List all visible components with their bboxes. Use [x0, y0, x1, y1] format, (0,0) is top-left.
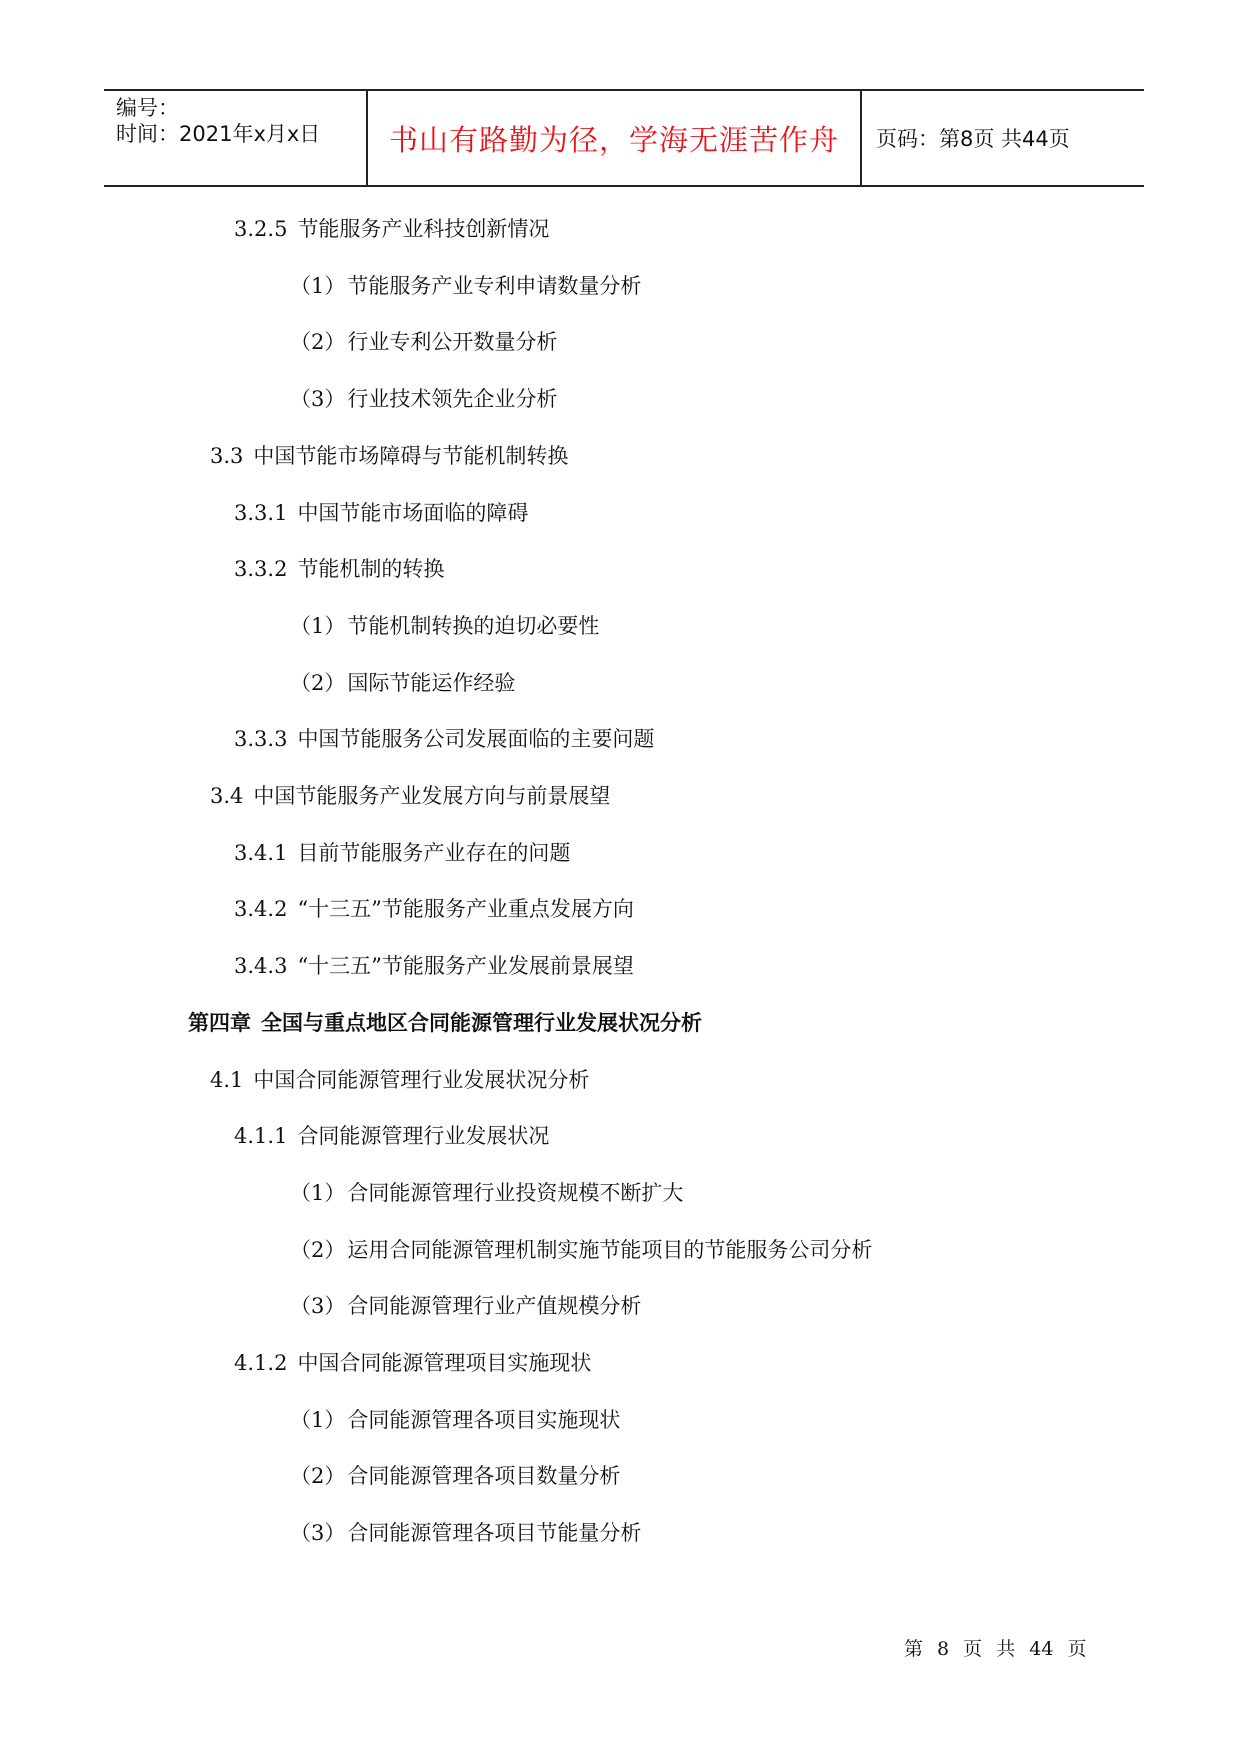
toc-entry-number: 3.2.5 — [234, 217, 288, 241]
toc-entry-title: 中国节能服务产业发展方向与前景展望 — [253, 784, 611, 808]
toc-entry — [290, 1405, 620, 1435]
toc-entry-title: 国际节能运作经验 — [347, 671, 516, 695]
toc-entry-number: 3.3.1 — [234, 501, 288, 525]
toc-entry-number: 3.3.2 — [234, 557, 288, 581]
toc-entry-number: 3.4.3 — [234, 954, 288, 978]
toc-entry — [290, 1235, 872, 1265]
toc-entry-number: 第四章 — [188, 1011, 251, 1035]
toc-entry-number: （3） — [290, 1521, 346, 1545]
toc-entry-number: 3.3.3 — [234, 727, 288, 751]
toc-entry-number: （2） — [290, 671, 346, 695]
toc-entry-title: 合同能源管理各项目节能量分析 — [347, 1521, 642, 1545]
toc-entry-title: “十三五”节能服务产业重点发展方向 — [297, 897, 634, 921]
serial-number-label: 编号： — [116, 96, 179, 120]
toc-entry-number: 3.4 — [210, 784, 244, 808]
toc-entry — [210, 781, 610, 811]
toc-entry-number: 3.4.2 — [234, 897, 288, 921]
toc-entry — [234, 554, 444, 584]
toc-entry — [290, 1518, 641, 1548]
toc-entry — [234, 498, 528, 528]
toc-entry-title: 合同能源管理行业发展状况 — [297, 1124, 550, 1148]
toc-entry-title: “十三五”节能服务产业发展前景展望 — [297, 954, 634, 978]
toc-entry-title: 合同能源管理各项目实施现状 — [347, 1408, 621, 1432]
toc-entry-title: 中国节能服务公司发展面临的主要问题 — [297, 727, 655, 751]
toc-chapter-heading — [188, 1008, 702, 1038]
motto-text: 书山有路勤为径，学海无涯苦作舟 — [388, 122, 839, 157]
toc-entry-number: 3.3 — [210, 444, 244, 468]
toc-entry — [290, 384, 557, 414]
toc-entry — [290, 1178, 683, 1208]
toc-entry-title: 中国节能市场面临的障碍 — [297, 501, 529, 525]
toc-entry — [234, 894, 634, 924]
toc-entry — [234, 214, 549, 244]
toc-entry-number: （1） — [290, 1408, 346, 1432]
toc-entry-number: （2） — [290, 330, 346, 354]
toc-entry — [234, 1121, 549, 1151]
toc-entry — [290, 1291, 641, 1321]
toc-entry-title: 全国与重点地区合同能源管理行业发展状况分析 — [261, 1011, 702, 1035]
toc-entry-number: 4.1.1 — [234, 1124, 288, 1148]
toc-entry-number: 3.4.1 — [234, 841, 288, 865]
toc-entry-title: 合同能源管理行业产值规模分析 — [347, 1294, 642, 1318]
toc-entry-title: 合同能源管理各项目数量分析 — [347, 1464, 621, 1488]
toc-entry-number: （1） — [290, 274, 346, 298]
toc-entry — [234, 951, 634, 981]
toc-entry-number: （2） — [290, 1464, 346, 1488]
toc-entry-title: 节能服务产业专利申请数量分析 — [347, 274, 642, 298]
toc-entry-number: 4.1.2 — [234, 1351, 288, 1375]
toc-entry-title: 中国合同能源管理项目实施现状 — [297, 1351, 592, 1375]
toc-entry — [290, 611, 599, 641]
toc-entry — [290, 668, 515, 698]
toc-entry — [290, 327, 557, 357]
toc-entry — [210, 1065, 589, 1095]
toc-entry-title: 节能机制转换的迫切必要性 — [347, 614, 600, 638]
toc-entry-number: （1） — [290, 614, 346, 638]
toc-entry-title: 中国节能市场障碍与节能机制转换 — [253, 444, 569, 468]
toc-entry-title: 运用合同能源管理机制实施节能项目的节能服务公司分析 — [347, 1238, 873, 1262]
toc-entry-title: 目前节能服务产业存在的问题 — [297, 841, 571, 865]
header-page-code: 页码：第8页 共44页 — [876, 127, 1070, 151]
toc-entry — [210, 441, 568, 471]
page-footer: 第 8 页 共 44 页 — [904, 1638, 1087, 1660]
toc-entry-title: 中国合同能源管理行业发展状况分析 — [253, 1068, 590, 1092]
time-label: 时间：2021年x月x日 — [116, 122, 321, 146]
toc-entry — [234, 724, 654, 754]
toc-entry-title: 行业技术领先企业分析 — [347, 387, 558, 411]
toc-entry — [234, 1348, 591, 1378]
toc-entry-title: 节能服务产业科技创新情况 — [297, 217, 550, 241]
toc-entry-title: 行业专利公开数量分析 — [347, 330, 558, 354]
toc-entry-number: （1） — [290, 1181, 346, 1205]
toc-entry — [290, 1461, 620, 1491]
toc-entry-number: （3） — [290, 387, 346, 411]
toc-entry-number: （3） — [290, 1294, 346, 1318]
toc-entry-title: 节能机制的转换 — [297, 557, 445, 581]
toc-entry-number: 4.1 — [210, 1068, 244, 1092]
toc-entry — [234, 838, 570, 868]
toc-entry-number: （2） — [290, 1238, 346, 1262]
toc-entry-title: 合同能源管理行业投资规模不断扩大 — [347, 1181, 684, 1205]
toc-entry — [290, 271, 641, 301]
